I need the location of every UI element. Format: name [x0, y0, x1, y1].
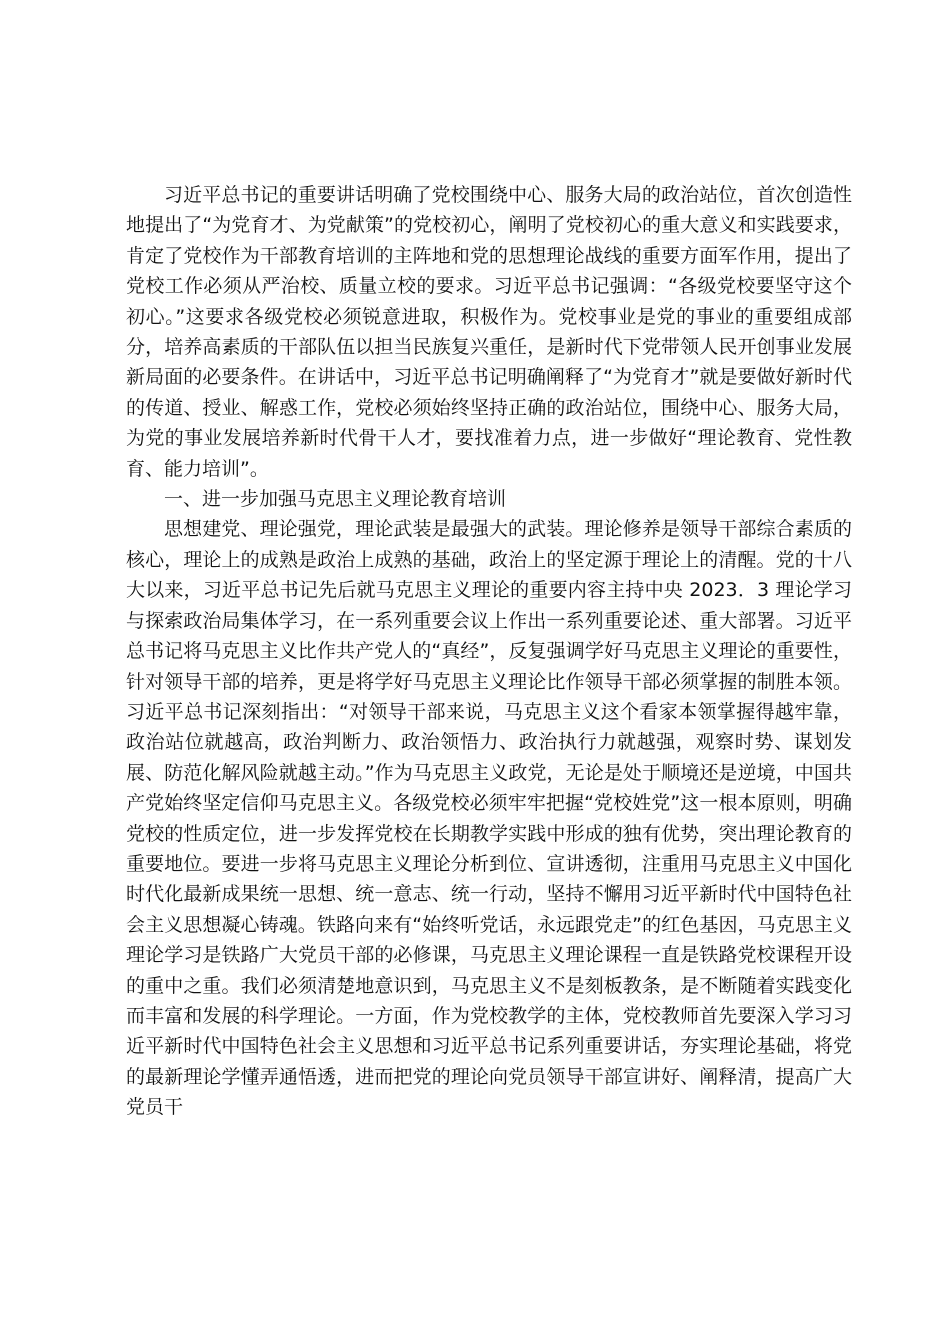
document-body	[126, 180, 852, 1123]
section-paragraph: 思想建党、理论强党，理论武装是最强大的武装。理论修养是领导干部综合素质的核心，理论上的成熟是政治上成熟的基础，政治上的坚定源于理论上的清醒。党的十八大以来，习近平总书记先后就马克思主义理论的重要内容主持中央 2023．3 理论学习与探索政治局集体学习，在一系列重要会议上作出一系列重要论述、重大部署。习近平总书记将马克思主义比作共产党人的“真经”，反复强调学好马克思主义理论的重要性，针对领导干部的培养，更是将学好马克思主义理论比作领导干部必须掌握的制胜本领。习近平总书记深刻指出：“对领导干部来说，马克思主义这个看家本领掌握得越牢靠，政治站位就越高，政治判断力、政治领悟力、政治执行力就越强，观察时势、谋划发展、防范化解风险就越主动。”作为马克思主义政党，无论是处于顺境还是逆境，中国共产党始终坚定信仰马克思主义。各级党校必须牢牢把握“党校姓党”这一根本原则，明确党校的性质定位，进一步发挥党校在长期教学实践中形成的独有优势，突出理论教育的重要地位。要进一步将马克思主义理论分析到位、宣讲透彻，注重用马克思主义中国化时代化最新成果统一思想、统一意志、统一行动，坚持不懈用习近平新时代中国特色社会主义思想凝心铸魂。铁路向来有“始终听党话，永远跟党走”的红色基因，马克思主义理论学习是铁路广大党员干部的必修课，马克思主义理论课程一直是铁路党校课程开设的重中之重。我们必须清楚地意识到，马克思主义不是刻板教条，是不断随着实践变化而丰富和发展的科学理论。一方面，作为党校教学的主体，党校教师首先要深入学习习近平新时代中国特色社会主义思想和习近平总书记系列重要讲话，夯实理论基础，将党的最新理论学懂弄通悟透，进而把党的理论向党员领导干部宣讲好、阐释清，提高广大党员干	[126, 518, 852, 1119]
intro-paragraph: 习近平总书记的重要讲话明确了党校围绕中心、服务大局的政治站位，首次创造性地提出了“为党育才、为党献策”的党校初心，阐明了党校初心的重大意义和实践要求，肯定了党校作为干部教育培训的主阵地和党的思想理论战线的重要方面军作用，提出了党校工作必须从严治校、质量立校的要求。习近平总书记强调：“各级党校要坚守这个初心。”这要求各级党校必须锐意进取，积极作为。党校事业是党的事业的重要组成部分，培养高素质的干部队伍以担当民族复兴重任，是新时代下党带领人民开创事业发展新局面的必要条件。在讲话中，习近平总书记明确阐释了“为党育才”就是要做好新时代的传道、授业、解惑工作，党校必须始终坚持正确的政治站位，围绕中心、服务大局，为党的事业发展培养新时代骨干人才，要找准着力点，进一步做好“理论教育、党性教育、能力培训”。	[126, 184, 852, 480]
section-heading: 一、进一步加强马克思主义理论教育培训	[164, 488, 507, 511]
